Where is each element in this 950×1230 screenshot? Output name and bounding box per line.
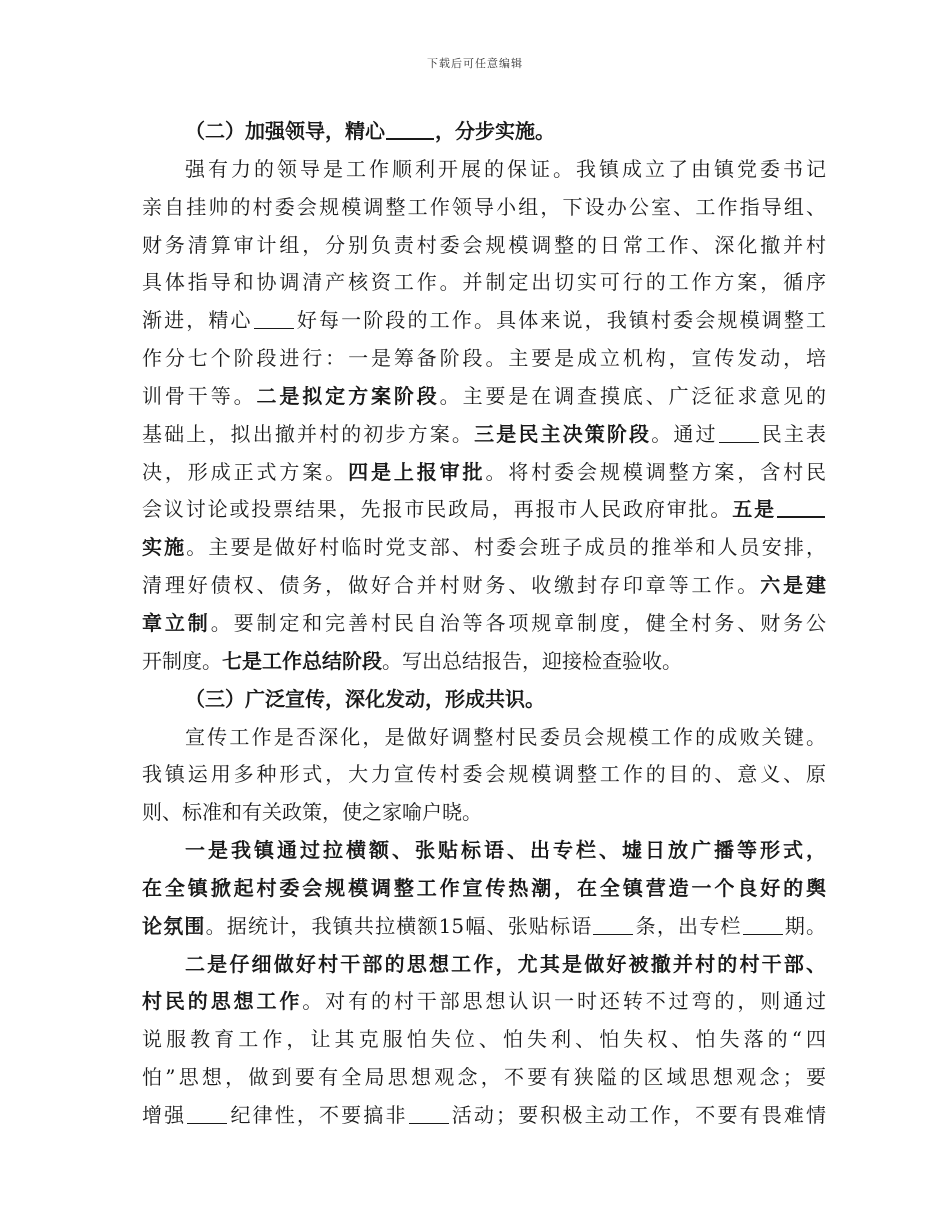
blank-line (409, 1103, 449, 1124)
blank-line (719, 422, 759, 443)
text-line: 实施。主要是做好村临时党支部、村委会班子成员的推举和人员安排， (142, 535, 827, 560)
text-line: 强有力的领导是工作顺利开展的保证。我镇成立了由镇党委书记 (185, 156, 826, 181)
text-line: 会议讨论或投票结果，先报市民政局，再报市人民政府审批。五是 (142, 491, 826, 529)
text-line: 二是仔细做好村干部的思想工作，尤其是做好被撤并村的村干部、 (185, 951, 826, 976)
text-line: 说服教育工作，让其克服怕失位、怕失利、怕失权、怕失落的“四 (142, 1027, 826, 1052)
section-heading-2: （二）加强领导，精心 ，分步实施。 (185, 119, 555, 143)
text-line: 开制度。七是工作总结阶段。写出总结报告，迎接检查验收。 (142, 648, 682, 673)
text-line: 一是我镇通过拉横额、张贴标语、出专栏、墟日放广播等形式， (185, 838, 826, 863)
blank-line (254, 308, 294, 329)
text-line: 具体指导和协调清产核资工作。并制定出切实可行的工作方案，循序 (142, 270, 826, 295)
text-line: 在全镇掀起村委会规模调整工作宣传热潮，在全镇营造一个良好的舆 (142, 875, 826, 900)
text-line: 章立制。要制定和完善村民自治等各项规章制度，健全村务、财务公 (142, 610, 827, 635)
text-line: 怕”思想，做到要有全局思想观念，不要有狭隘的区域思想观念；要 (142, 1065, 826, 1090)
text-line: 我镇运用多种形式，大力宣传村委会规模调整工作的目的、意义、原 (142, 762, 826, 787)
blank-line (386, 118, 434, 140)
text-line: 基础上，拟出撤并村的初步方案。三是民主决策阶段。通过 民主表 (142, 421, 827, 446)
page-header: 下载后可任意编辑 (427, 57, 523, 70)
text-line: 决，形成正式方案。四是上报审批。将村委会规模调整方案，含村民 (142, 459, 827, 484)
text-line: 清理好债权、债务，做好合并村财务、收缴封存印章等工作。六是建 (142, 573, 827, 598)
text-line: 村民的思想工作。对有的村干部思想认识一时还转不过弯的，则通过 (142, 989, 827, 1014)
document-body (142, 113, 826, 1135)
text-line: 论氛围。据统计，我镇共拉横额15幅、张贴标语 条，出专栏 期。 (142, 913, 827, 938)
blank-line (187, 1103, 227, 1124)
text-line: 宣传工作是否深化，是做好调整村民委员会规模工作的成败关键。 (185, 724, 826, 749)
text-line: 财务清算审计组，分别负责村委会规模调整的日常工作、深化撤并村 (142, 232, 826, 257)
text-line: 渐进，精心 好每一阶段的工作。具体来说，我镇村委会规模调整工 (142, 308, 827, 333)
section-heading-3: （三）广泛宣传，深化发动，形成共识。 (185, 686, 545, 711)
blank-line (593, 914, 633, 935)
text-line: 亲自挂帅的村委会规模调整工作领导小组，下设办公室、工作指导组、 (142, 194, 826, 219)
text-line: 则、标准和有关政策，使之家喻户晓。 (142, 800, 482, 825)
text-line: 增强 纪律性，不要搞非 活动；要积极主动工作，不要有畏难情 (142, 1102, 827, 1127)
blank-line (743, 914, 783, 935)
blank-line (777, 496, 825, 518)
text-line: 作分七个阶段进行：一是筹备阶段。主要是成立机构，宣传发动，培 (142, 346, 826, 371)
text-line: 训骨干等。二是拟定方案阶段。主要是在调查摸底、广泛征求意见的 (142, 383, 827, 408)
